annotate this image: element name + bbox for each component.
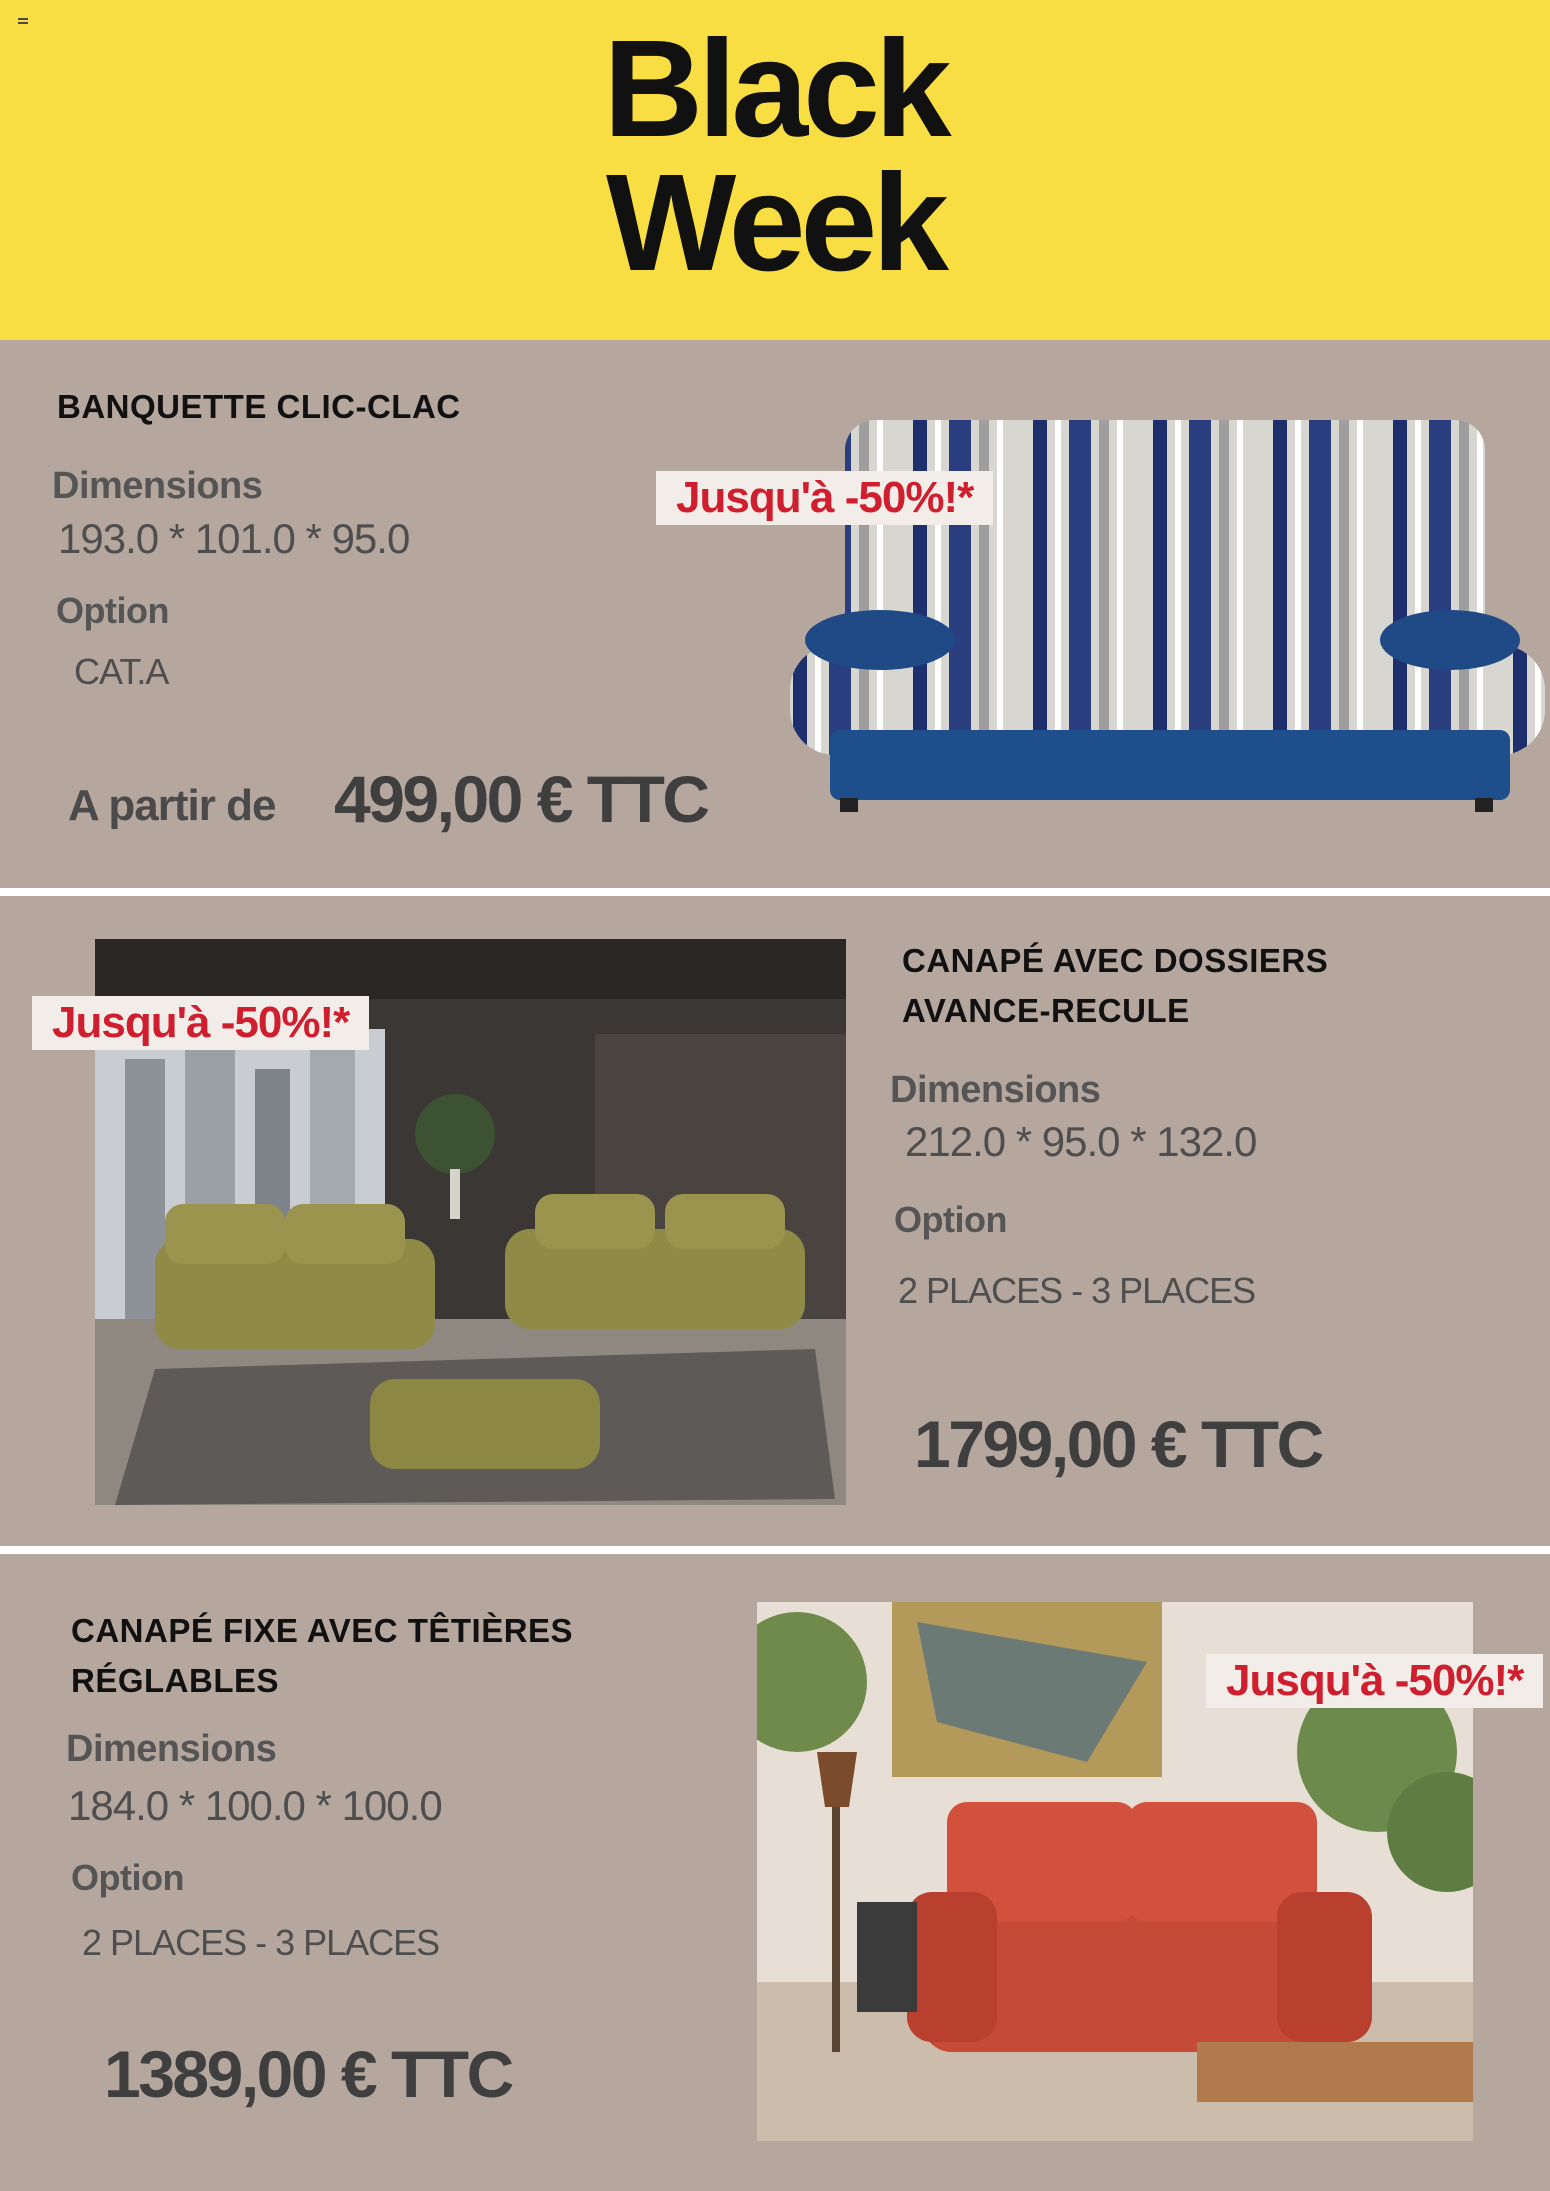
product-title-line-2: AVANCE-RECULE <box>902 992 1190 1029</box>
dimensions-value: 212.0 * 95.0 * 132.0 <box>905 1118 1257 1165</box>
dimensions-label: Dimensions <box>66 1728 277 1770</box>
discount-badge: Jusqu'à -50%!* <box>656 471 993 525</box>
price: 1799,00 € TTC <box>914 1407 1322 1481</box>
option-value: 2 PLACES - 3 PLACES <box>898 1270 1256 1311</box>
title-line-1: Black <box>603 12 947 166</box>
title-line-2: Week <box>605 146 944 300</box>
price: 499,00 € TTC <box>334 762 708 836</box>
product-title <box>71 1606 573 1706</box>
page-title <box>0 12 1550 300</box>
option-label: Option <box>56 590 169 631</box>
discount-badge: Jusqu'à -50%!* <box>32 996 369 1050</box>
product-section-1 <box>0 340 1550 888</box>
section-divider <box>0 1546 1550 1554</box>
product-title <box>902 936 1328 1036</box>
option-label: Option <box>71 1857 184 1898</box>
product-title: BANQUETTE CLIC-CLAC <box>57 388 461 425</box>
dimensions-label: Dimensions <box>52 465 263 507</box>
header-banner <box>0 0 1550 340</box>
product-section-2 <box>0 896 1550 1546</box>
product-section-3 <box>0 1554 1550 2191</box>
product-title-line-2: RÉGLABLES <box>71 1662 280 1699</box>
dimensions-label: Dimensions <box>890 1069 1101 1111</box>
option-value: 2 PLACES - 3 PLACES <box>82 1922 440 1963</box>
option-value: CAT.A <box>74 651 169 692</box>
product-title-line-1: CANAPÉ AVEC DOSSIERS <box>902 942 1329 979</box>
option-label: Option <box>894 1199 1007 1240</box>
dimensions-value: 193.0 * 101.0 * 95.0 <box>58 515 410 562</box>
product-title-line-1: CANAPÉ FIXE AVEC TÊTIÈRES <box>71 1612 574 1649</box>
dimensions-value: 184.0 * 100.0 * 100.0 <box>68 1782 442 1829</box>
price-prefix: A partir de <box>68 781 276 830</box>
section-divider <box>0 888 1550 896</box>
discount-badge: Jusqu'à -50%!* <box>1206 1654 1543 1708</box>
price: 1389,00 € TTC <box>104 2037 512 2111</box>
